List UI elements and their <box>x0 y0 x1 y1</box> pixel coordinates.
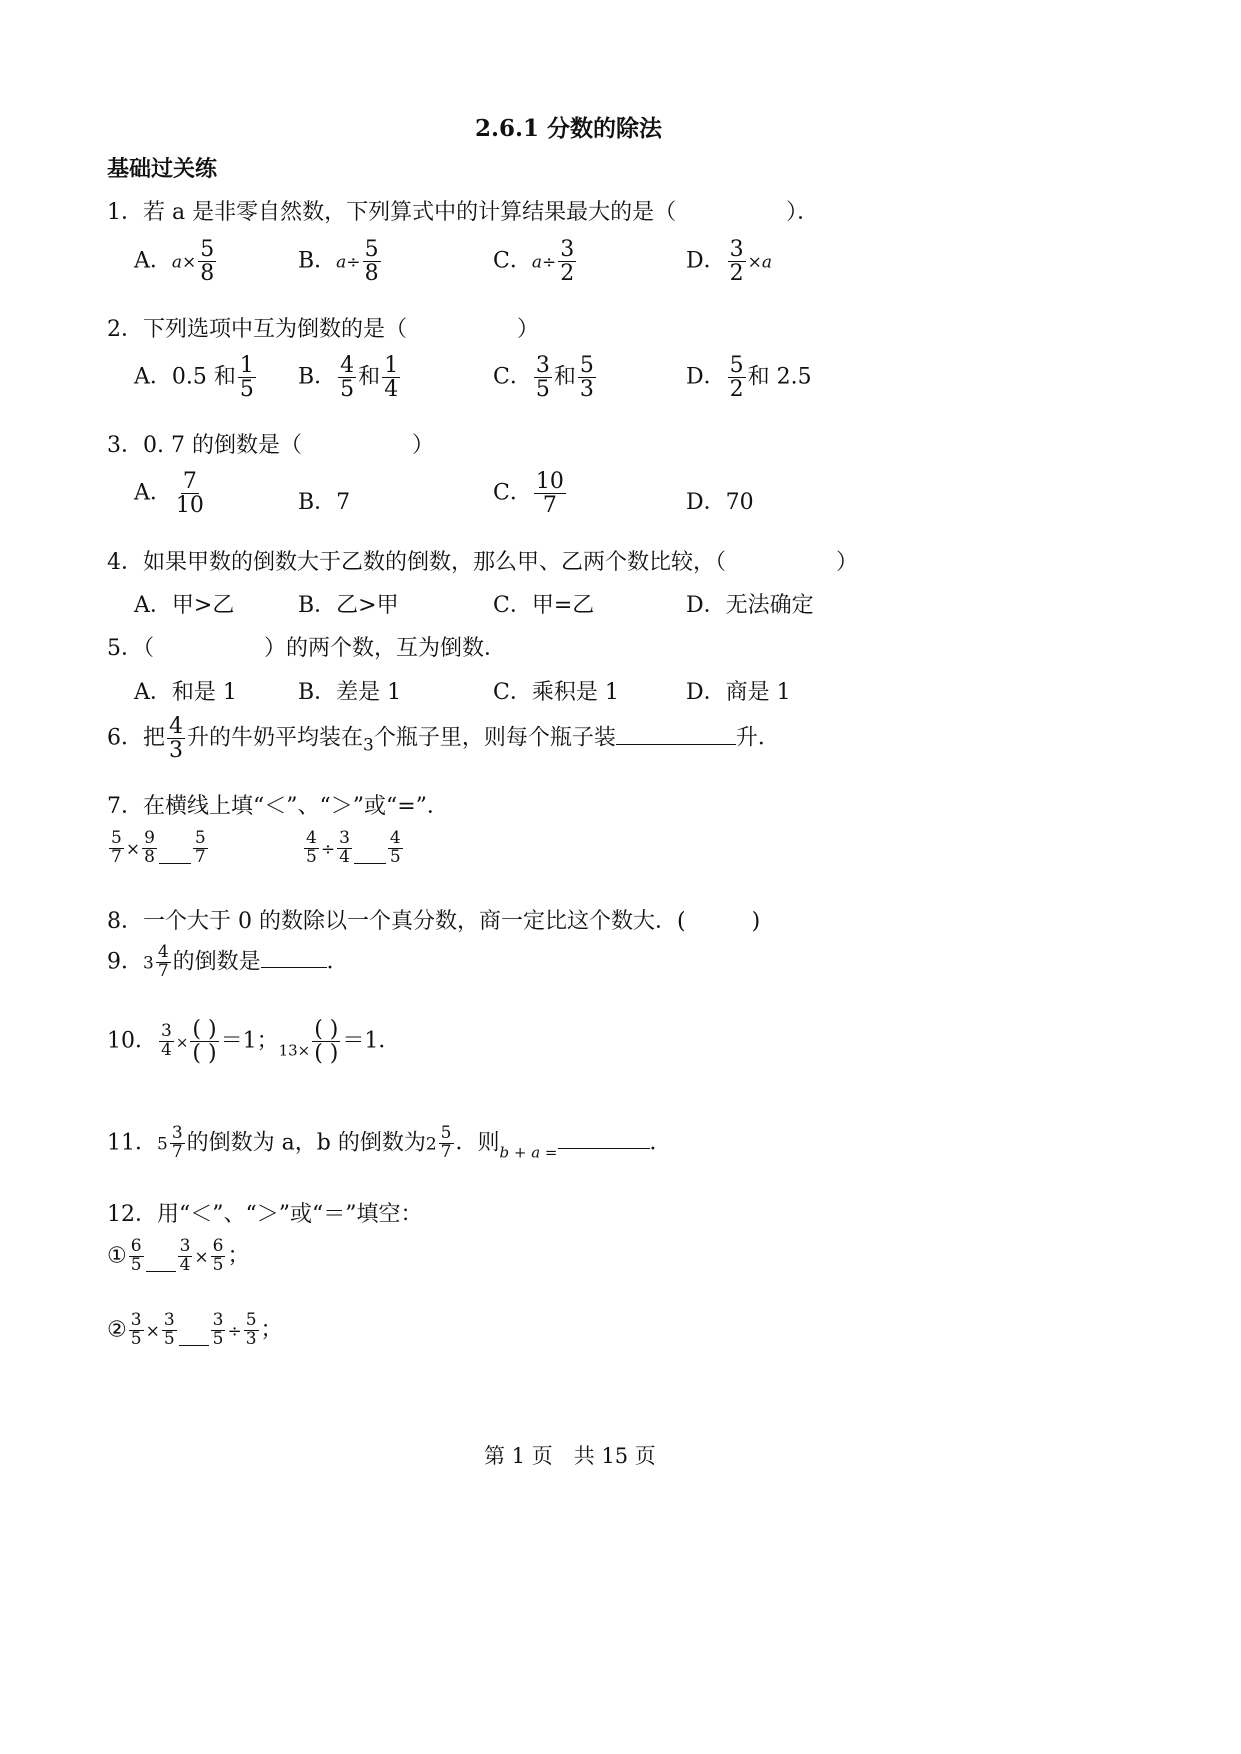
q3-option-d: D．70 <box>686 490 754 515</box>
q3-option-a: A． $\frac{7}{10}$ <box>134 469 204 519</box>
q5-option-b: B．差是 1 <box>298 680 402 705</box>
q3-option-b: B．7 <box>298 490 351 515</box>
q1-option-c: C．a÷ $\frac{3}{2}$ <box>493 237 575 287</box>
question-7-stem: 7．在横线上填“＜”、“＞”或“=”． <box>107 794 449 819</box>
q1-option-d: D． $\frac{3}{2}$ ×a <box>686 237 773 287</box>
question-8-stem: 8．一个大于 0 的数除以一个真分数，商一定比这个数大．( ) <box>107 909 761 934</box>
q5-option-d: D．商是 1 <box>686 680 791 705</box>
question-1-stem: 1．若 a 是非零自然数，下列算式中的计算结果最大的是（ ）． <box>107 200 820 225</box>
compare-blank[interactable] <box>179 1345 209 1346</box>
section-heading: 基础过关练 <box>107 156 218 182</box>
compare-blank[interactable] <box>159 863 191 864</box>
question-5-stem: 5．（ ）的两个数，互为倒数． <box>107 636 506 661</box>
answer-blank[interactable] <box>616 744 736 745</box>
answer-blank[interactable] <box>558 1148 650 1149</box>
q1-option-b: B．a÷ $\frac{5}{8}$ <box>298 237 379 287</box>
answer-blank[interactable] <box>261 967 327 968</box>
q2-option-d: D． $\frac{5}{2}$ 和 2.5 <box>686 353 812 403</box>
q12-expression-2: ② $\frac{3}{5}$ × $\frac{3}{5}$ $\frac{3}{5}$ ÷ $\frac{5}{3}$ ； <box>107 1310 283 1349</box>
question-6: 6．把 $\frac{4}{3}$ 升的牛奶平均装在$_3$个瓶子里，则每个瓶子装 升． <box>107 714 780 764</box>
q5-option-c: C．乘积是 1 <box>493 680 619 705</box>
q12-expression-1: ① $\frac{6}{5}$ $\frac{3}{4}$ × $\frac{6}{5}$ ； <box>107 1236 250 1275</box>
page-title: 2.6.1 分数的除法 <box>475 115 663 142</box>
compare-blank[interactable] <box>146 1271 176 1272</box>
question-2-stem: 2．下列选项中互为倒数的是（ ） <box>107 317 539 342</box>
q7-expression-2: $\frac{4}{5}$ ÷ $\frac{3}{4}$ $\frac{4}{5}$ <box>306 828 401 867</box>
q1-option-a: A．a× $\frac{5}{8}$ <box>134 237 215 287</box>
q2-option-a: A．0.5 和 $\frac{1}{5}$ <box>134 353 254 403</box>
page-footer: 第 1 页 共 15 页 <box>484 1444 656 1468</box>
q5-option-a: A．和是 1 <box>134 680 237 705</box>
q4-option-d: D．无法确定 <box>686 593 814 618</box>
q4-option-a: A．甲>乙 <box>134 593 235 618</box>
question-10: 10． $\frac{3}{4}$ × $\frac{( )}{( )}$ ＝1；$_{13\times}$ $\frac{( )}{( )}$ ＝1． <box>107 1017 401 1067</box>
q4-option-c: C．甲=乙 <box>493 593 595 618</box>
q3-option-c: C． $\frac{10}{7}$ <box>493 469 564 519</box>
question-3-stem: 3．0. 7 的倒数是（ ） <box>107 433 434 458</box>
question-11: 11．5 $\frac{3}{7}$ 的倒数为 a，b 的倒数为2 $\frac{5}{7}$ ．则$_{b + a =}$ ． <box>107 1123 672 1162</box>
compare-blank[interactable] <box>354 863 386 864</box>
q4-option-b: B．乙>甲 <box>298 593 399 618</box>
q7-expression-1: $\frac{5}{7}$ × $\frac{9}{8}$ $\frac{5}{7}$ <box>111 828 206 867</box>
question-4-stem: 4．如果甲数的倒数大于乙数的倒数，那么甲、乙两个数比较，（ ） <box>107 550 858 575</box>
q2-option-c: C． $\frac{3}{5}$ 和 $\frac{5}{3}$ <box>493 353 594 403</box>
question-12-stem: 12．用“＜”、“＞”或“＝”填空： <box>107 1202 423 1227</box>
question-9: 9．3 $\frac{4}{7}$ 的倒数是 ． <box>107 942 349 981</box>
q2-option-b: B． $\frac{4}{5}$ 和 $\frac{1}{4}$ <box>298 353 399 403</box>
